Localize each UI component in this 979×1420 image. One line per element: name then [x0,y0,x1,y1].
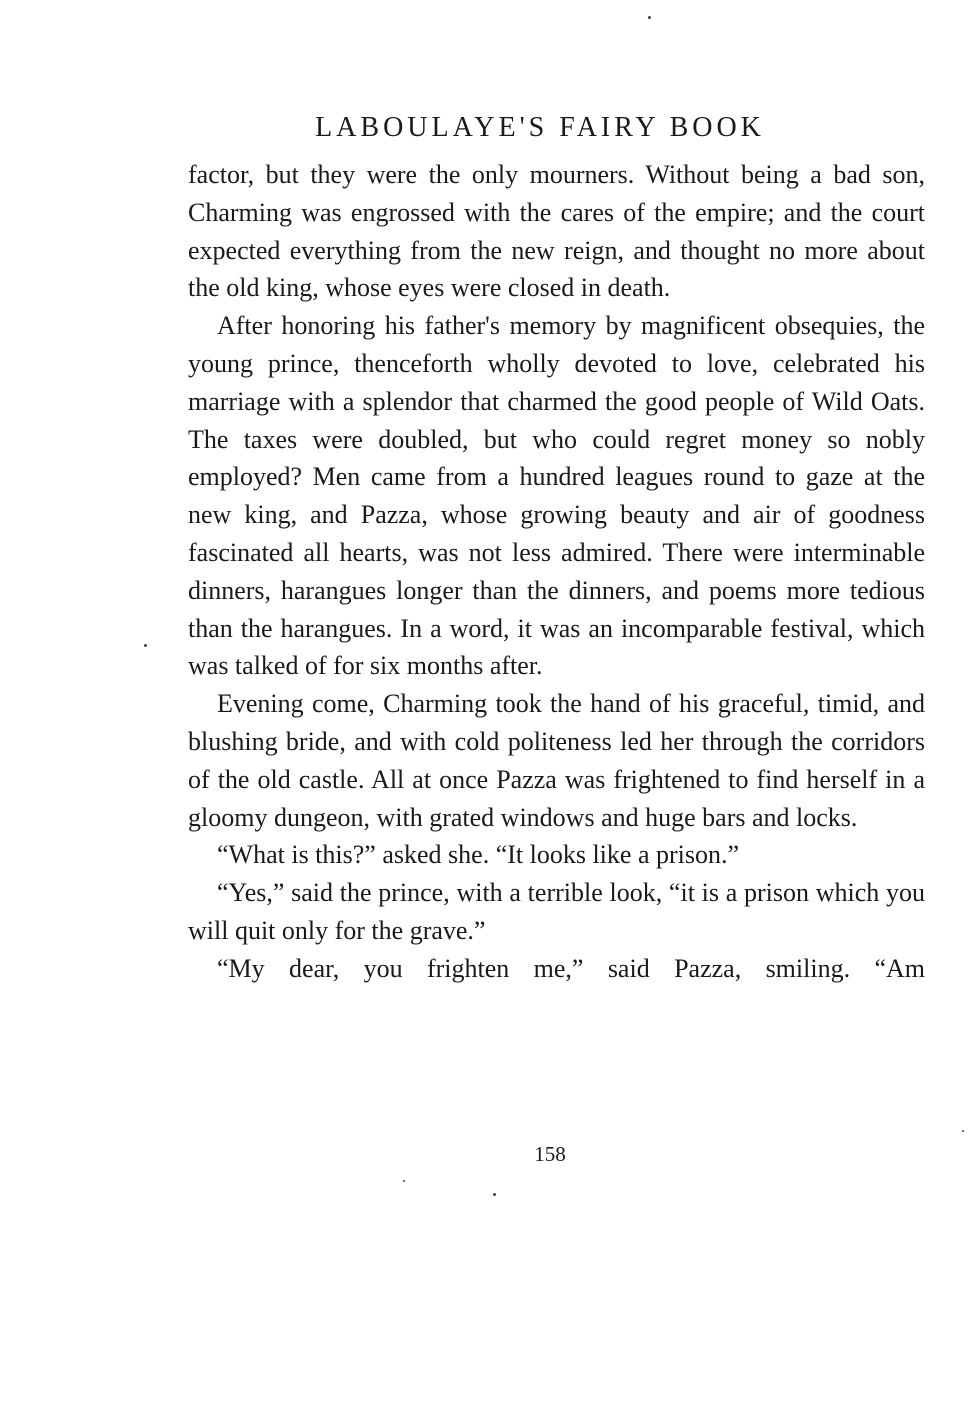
paragraph: “What is this?” asked she. “It looks like a prison.” [217,840,740,870]
scan-speck [403,1180,405,1182]
paragraph: After honoring his father's memory by magnificent obsequies, the young prince, thenceforth wholly devoted to love, celebrated his marriage with a splendor that charmed the good people of Wild Oats. The taxes were doubled, but who could regret money so nobly employed? Men came from a hundred leagues round to gaze at the new king, and Pazza, whose growing beauty and air of goodness fascinated all hearts, was not less admired. There were interminable dinners, harangues longer than the dinners, and poems more tedious than the harangues. In a word, it was an incomparable festival, which was talked of for six months after. [188,311,925,681]
paragraph: factor, but they were the only mourners. Without being a bad son, Charming was engrossed with the cares of the empire; and the court expected everything from the new reign, and thought no more about the old king, whose eyes were closed in death. [188,160,925,303]
scan-speck [962,1130,964,1132]
running-head: LABOULAYE'S FAIRY BOOK [315,112,765,143]
paragraph: “Yes,” said the prince, with a terrible look, “it is a prison which you will quit only for the grave.” [188,878,925,945]
body-text [188,156,925,988]
paragraph: “My dear, you frighten me,” said Pazza, smiling. “Am [217,953,925,983]
page-number: 158 [534,1142,566,1166]
scan-speck [648,16,651,19]
paragraph: Evening come, Charming took the hand of his graceful, timid, and blushing bride, and with cold politeness led her through the corridors of the old castle. All at once Pazza was frightened to find herself in a gloomy dungeon, with grated windows and huge bars and locks. [188,689,925,832]
scan-speck [144,644,147,647]
scan-speck [493,1193,496,1196]
